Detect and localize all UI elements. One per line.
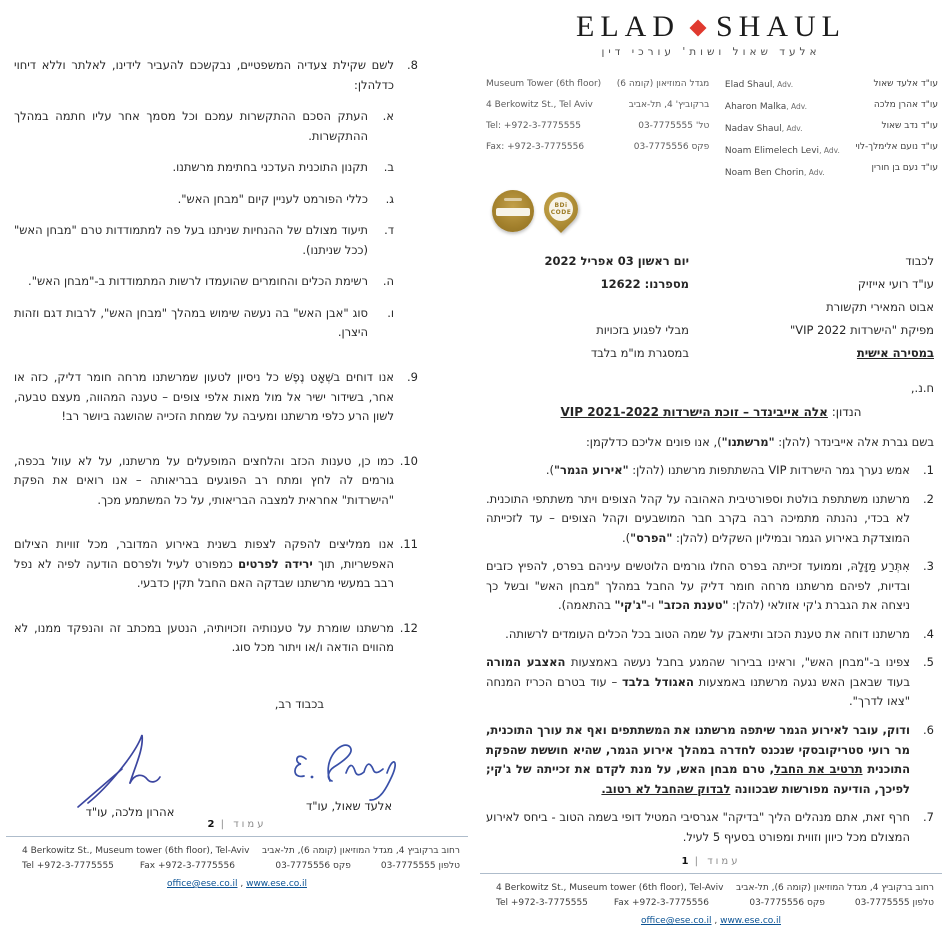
recipient-company: אבוט המאירי תקשורת (826, 300, 934, 314)
signature-aharon-malka (70, 729, 190, 819)
item-number: 1. (923, 463, 934, 477)
sub-item-letter: ב. (383, 160, 394, 175)
list-item (486, 653, 934, 712)
firm-logo (474, 0, 948, 58)
to-label: לכבוד (905, 254, 934, 268)
email-link[interactable]: office@ese.co.il (167, 879, 238, 890)
signatures-block (0, 711, 474, 819)
page-number: עמוד | 1 (681, 856, 741, 868)
footer-address-en: 4 Berkowitz St., Museum tower (6th floor), Tel-Aviv Tel +972-3-7775555 Fax +972-3-7775556 (22, 846, 250, 872)
item-text: אנו דוחים בשְׁאָט נֶפֶשׁ כל ניסיון לטעון שמרשתנו מרחה חומר דליק, כזה או אחר, בשידור ישיר אל מול מאות אלפי צופים – טענה המהווה, מעצם טבעה, לשון הרע כלפי מרשתנו ומעיבה על שמחת הזכייה שהושגה ביושר רב! (14, 370, 394, 424)
sub-item-letter: א. (382, 109, 394, 124)
sub-item-text: תקנון התוכנית העדכני בחתימת מרשתנו. (172, 160, 368, 175)
attorney-name: Noam Elimelech Levi, Adv. (724, 146, 840, 156)
our-reference-number: מספרנו: 12622 (600, 277, 689, 291)
sub-item-text: תיעוד מצולם של ההנחיות שניתנו בעל פה למתמודדות טרם "מבחן האש" (ככל שניתנו). (14, 223, 368, 257)
letter-page-2 (0, 0, 474, 890)
sub-item-text: כללי הפורמט לעניין קיום "מבחן האש". (177, 191, 368, 206)
contact-line: פקס 03-7775556 (633, 142, 710, 152)
item-number: 10. (399, 453, 418, 468)
item-text: מרשתנו משתתפת בולטת וספורטיבית האהובה על קהל הצופים ויתר משתתפי התוכנית. לא בכדי, נהנתה מתמיכה רבה בקרב חבר המושבעים וקהל הצופים – עד לזכייתה המוצדקת באירוע הגמר ובמיליון השקלים (להלן: "הפרס"). (486, 491, 910, 545)
bdi-code-badge-icon: BDi CODE (537, 185, 585, 233)
sub-item (14, 158, 394, 178)
item-number: 11. (399, 537, 418, 552)
recipient-role: מפיקת "הישרדות VIP 2022" (790, 323, 934, 337)
item-number: 3. (923, 559, 934, 574)
award-seal-badge-icon (492, 190, 534, 232)
opening-line: בשם גברת אלה אייבינדר (להלן: "מרשתנו"), אנו פונים אליכם כדלקמן: (585, 435, 934, 449)
subject-line: הנדון: אלה אייבינדר – זוכת הישרדות VIP 2021-2022 (560, 405, 862, 419)
recipient-name: עו"ד רועי אייזיק (857, 277, 934, 291)
sub-item (14, 304, 394, 343)
meta-block (484, 250, 689, 365)
attorney-name: Elad Shaul, Adv. (724, 80, 794, 90)
sub-item-text: רשימת הכלים והחומרים שהועמדו לרשות המתמודדות ב-"מבחן האש". (28, 274, 368, 289)
item-number: 4. (923, 626, 934, 641)
attorney-name: עו"ד נעם בן חורין (871, 163, 938, 173)
items-list-page2 (0, 0, 474, 670)
list-item (14, 452, 418, 523)
sub-item (14, 190, 394, 210)
sub-item (14, 272, 394, 292)
item-number: 7. (923, 810, 934, 825)
contact-line: Museum Tower (6th floor) (486, 79, 602, 89)
list-item (486, 490, 934, 549)
item-number: 12. (399, 620, 418, 635)
list-item (14, 535, 418, 606)
item-number: 2. (923, 491, 934, 506)
attorneys-english (725, 74, 840, 184)
letter-date: יום ראשון 03 אפריל 2022 (544, 254, 689, 268)
attorney-name: Nadav Shaul, Adv. (724, 124, 803, 134)
attorney-name: עו"ד אהרן מלכה (873, 100, 938, 110)
item-text: אנו ממליצים להפקה לצפות בשנית באירוע המדובר, מכל זוויות הצילום האפשריות, תוך ירידה לפרטים כמפורט לעיל ולפרסם הודעה לפיה לא נפל רבב במעשי מרשתנו שבדקה האם החבל תקין כדבעי. (14, 537, 394, 591)
items-list-page1 (474, 449, 948, 847)
list-item (486, 461, 934, 481)
footer-address-he: רחוב ברקוביץ 4, מגדל המוזיאון (קומה 6), תל-אביב טלפון 03-7775555 פקס 03-7775556 (262, 846, 460, 872)
list-item (486, 557, 934, 616)
item-text: לשם שקילת צעדיה המשפטיים, נבקשכם להעביר לידינו, לאלתר וללא דיחוי כדלהלן: א. העתק הסכם ההתקשרות עמכם וכל מסמך אחר עליו חתמה במהלך ההתקשרות. ב. תקנון התוכנית העדכני בחתימת מרשתנו. ג. כללי הפורמט לעניין קיום "מבחן האש". ד. תיעוד מצולם של ההנחיות שניתנו בעל פה למתמודדות טרם "מבחן האש" (ככל שניתנו). ה. רשימת הכלים והחומרים שהועמדו לרשות המתמודדות ב-"מבחן האש". ו. סוג "אבן האש" בה נעשה שימוש במהלך "מבחן האש", לרבות דגם וזהות היצרן. (14, 56, 394, 355)
website-link[interactable]: www.ese.co.il (246, 879, 307, 890)
item-text: צפינו ב-"מבחן האש", וראינו בבירור שהמגע בחבל נעשה באמצעות האצבע המורה בעוד שבאבן האש נגעה מרשתנו באמצעות האגודל בלבד – עוד בטרם הכריז המנחה "צאו לדרך". (486, 655, 911, 709)
page-footer (0, 819, 474, 899)
sub-item (14, 107, 394, 146)
website-link[interactable]: www.ese.co.il (720, 916, 781, 927)
attorney-name: Noam Ben Chorin, Adv. (724, 168, 825, 178)
footer-links: office@ese.co.il , www.ese.co.il (167, 879, 307, 890)
closing-salutation: בכבוד רב, (274, 697, 324, 712)
item-text: מרשתנו שומרת על טענותיה וזכויותיה, הנטען במכתב זה והנפקד ממנו, לא מהווים הודאה ו/או ויתור מכל סוג. (14, 620, 394, 655)
aharon-malka-signature-icon (70, 729, 190, 807)
page-footer (474, 856, 948, 936)
sub-item-text: סוג "אבן האש" בה נעשה שימוש במהלך "מבחן האש", לרבות דגם וזהות היצרן. (14, 305, 368, 340)
item-text: אמש נערך גמר הישרדות VIP בהשתתפות מרשתנו (להלן: "אירוע הגמר"). (545, 463, 910, 477)
delivery-method: במסירה אישית (856, 346, 934, 360)
firm-logo-hebrew: אלעד שאול ושות' עורכי דין (601, 46, 821, 58)
item-text: חרף זאת, אתם מנהלים הליך "בדיקה" אגרסיבי המטיל דופי בשמה הטוב - ביחס לאירוע המצולם מכל כיוון וזווית ומפורט בסעיף 5 לעיל. (486, 810, 910, 844)
letterhead-info (474, 58, 948, 184)
contact-line: Fax: +972-3-7775556 (486, 142, 585, 152)
list-item (14, 368, 418, 439)
list-item (14, 619, 418, 670)
letterhead-contact-hebrew (617, 74, 710, 184)
page-number: עמוד | 2 (207, 819, 267, 831)
letterhead-contact-english (486, 74, 601, 184)
reservation-line: במסגרת מו"מ בלבד (590, 346, 689, 360)
contact-line: 4 Berkowitz St., Tel Aviv (486, 100, 593, 110)
attorneys-hebrew (855, 74, 938, 184)
attorney-name: Aharon Malka, Adv. (724, 102, 807, 112)
contact-line: טל' 03-7775555 (638, 121, 710, 131)
contact-line: Tel: +972-3-7775555 (486, 121, 581, 131)
item-number: 5. (923, 655, 934, 670)
item-text: מרשתנו דוחה את טענת הכזב ותיאבק על שמה הטוב בכל הכלים העומדים לרשותה. (505, 626, 910, 641)
sub-item-text: העתק הסכם ההתקשרות עמכם וכל מסמך אחר עליו חתמה במהלך ההתקשרות. (14, 109, 368, 143)
attorney-name: עו"ד נדב שאול (881, 121, 938, 131)
footer-address-en: 4 Berkowitz St., Museum tower (6th floor), Tel-Aviv Tel +972-3-7775555 Fax +972-3-7775556 (496, 883, 724, 909)
firm-logo-english: ELAD SHAUL (576, 10, 846, 43)
footer-links: office@ese.co.il , www.ese.co.il (641, 916, 781, 927)
item-number: 9. (407, 370, 418, 385)
contact-line: מגדל המוזיאון (קומה 6) (616, 79, 710, 89)
contact-line: ברקוביץ' 4, תל-אביב (628, 100, 710, 110)
list-item (486, 625, 934, 645)
ps-note: ח.נ., (910, 381, 934, 395)
item-text: כמו כן, טענות הכזב והלחצים המופעלים על מרשתנו, על לא עוול בכפה, גורמים לה לחץ ומתח רב הפוגעים בבריאותה – אנו רואים את הפקת "הישרדות" אחראית למצבה הבריאותי, על כל המשתמע מכך. (14, 453, 394, 507)
item-number: 8. (407, 58, 418, 72)
sub-item (14, 221, 394, 260)
item-text: אִתְּרַע מַזָּלָהּ, וממועד זכייתה בפרס החלו גורמים הלוטשים עיניהם בפרס, להפיץ כזבים ובדיות, לפיהם מרשתנו מרחה חומר דליק על החבל במהלך "מבחן האש" ובשל כך ניצחה את הגברת ג'קי אזולאי (להלן: "טענת הכזב" ו-"ג'קי" בהתאמה). (486, 559, 910, 613)
diamond-icon (689, 20, 706, 37)
elad-shaul-signature-icon (284, 729, 414, 801)
sub-items (14, 107, 394, 343)
sub-item-letter: ג. (385, 191, 394, 206)
list-item (486, 721, 934, 799)
recipient-block (689, 250, 934, 365)
attorney-name: עו"ד נועם אלימלך-לוי (855, 142, 938, 152)
reservation-line: מבלי לפגוע בזכויות (596, 323, 689, 337)
email-link[interactable]: office@ese.co.il (641, 916, 712, 927)
signatory-name: אלעד שאול, עו"ד (305, 799, 393, 814)
attorney-name: עו"ד אלעד שאול (873, 79, 938, 89)
item-number: 6. (923, 723, 934, 738)
list-item (486, 808, 934, 847)
address-block (474, 240, 948, 365)
letter-page-1 (474, 0, 948, 927)
sub-item-letter: ו. (387, 305, 394, 320)
sub-item-letter: ד. (384, 223, 394, 238)
signature-elad-shaul (284, 729, 414, 819)
subject-title: אלה אייבינדר – זוכת הישרדות VIP 2021-2022 (560, 405, 828, 419)
signatory-name: אהרון מלכה, עו"ד (85, 805, 175, 820)
list-item (14, 56, 418, 355)
award-badges (474, 184, 948, 240)
footer-address-he: רחוב ברקוביץ 4, מגדל המוזיאון (קומה 6), תל-אביב טלפון 03-7775555 פקס 03-7775556 (736, 883, 934, 909)
sub-item-letter: ה. (382, 274, 394, 289)
item-text: ודוק, עובר לאירוע הגמר שיתפה מרשתנו את המשתתפים ואף את עורך התוכנית, מר רועי סטריקובסקי שנכנס לחדרה במהלך אירוע הגמר, שהיא חוששת שהפקת התוכנית תרטיב את החבל, טרם מבחן האש, על מנת לקדם את זכייתה של ג'קי; לפיכך, הודיעה מפורשות שבכוונה לבדוק שהחבל לא רטוב. (486, 723, 910, 796)
